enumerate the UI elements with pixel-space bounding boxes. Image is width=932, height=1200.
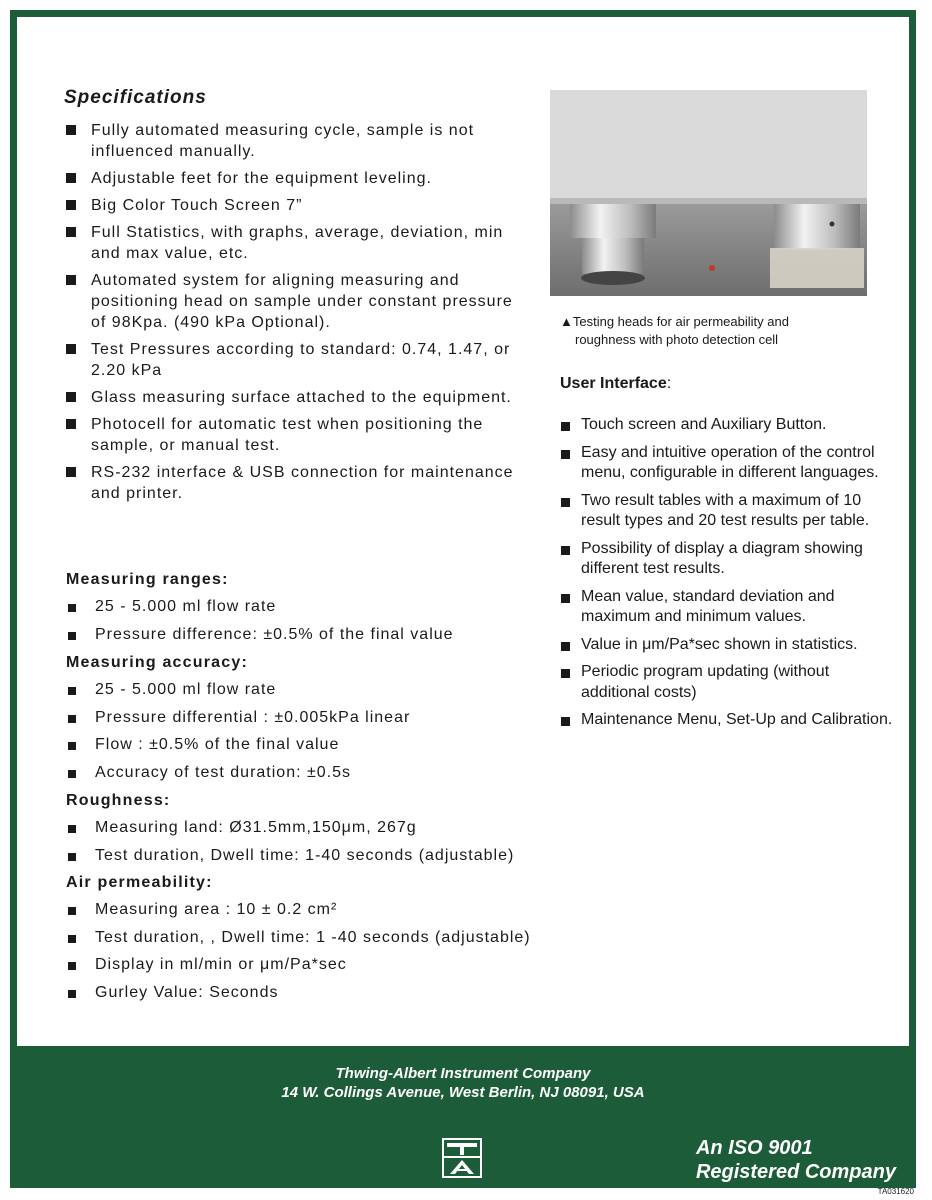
square-bullet-icon [66, 344, 76, 354]
square-bullet-icon [68, 990, 76, 998]
list-item: RS-232 interface & USB connection for maintenance and printer. [64, 462, 524, 504]
air-permeability-section [66, 869, 606, 1006]
section-heading: Roughness: [66, 792, 171, 809]
list-item: Easy and intuitive operation of the control menu, configurable in different languages. [560, 443, 900, 484]
list-item: Test Pressures according to standard: 0.74, 1.47, or 2.20 kPa [64, 339, 524, 381]
list-item: Automated system for aligning measuring and positioning head on sample under constant pressure of 98Kpa. (490 kPa Optional). [64, 270, 524, 333]
square-bullet-icon [66, 392, 76, 402]
square-bullet-icon [68, 715, 76, 723]
list-item: Full Statistics, with graphs, average, deviation, min and max value, etc. [64, 222, 524, 264]
list-item: Value in μm/Pa*sec shown in statistics. [560, 635, 900, 656]
list-item: Display in ml/min or μm/Pa*sec [66, 951, 606, 979]
square-bullet-icon [68, 742, 76, 750]
document-code: TA031620 [877, 1187, 914, 1196]
photo-caption: ▲Testing heads for air permeability and roughness with photo detection cell [560, 314, 789, 347]
company-name: Thwing-Albert Instrument Company [335, 1065, 591, 1082]
list-item: Test duration, , Dwell time: 1 -40 seconds (adjustable) [66, 924, 606, 952]
list-item: 25 - 5.000 ml flow rate [66, 593, 606, 621]
square-bullet-icon [68, 853, 76, 861]
square-bullet-icon [561, 546, 570, 555]
square-bullet-icon [561, 642, 570, 651]
list-item: Mean value, standard deviation and maximum and minimum values. [560, 587, 900, 628]
square-bullet-icon [561, 422, 570, 431]
specifications-title: Specifications [64, 87, 207, 108]
list-item: Glass measuring surface attached to the equipment. [64, 387, 524, 408]
iso-badge: An ISO 9001 Registered Company [695, 1137, 896, 1183]
list-item: Gurley Value: Seconds [66, 979, 606, 1007]
list-item: Measuring land: Ø31.5mm,150μm, 267g [66, 814, 606, 842]
company-info [10, 1064, 916, 1102]
square-bullet-icon [68, 770, 76, 778]
roughness-section [66, 787, 606, 869]
measuring-accuracy-section [66, 649, 606, 786]
square-bullet-icon [66, 275, 76, 285]
square-bullet-icon [66, 173, 76, 183]
section-heading: Measuring accuracy: [66, 654, 248, 671]
list-item: Measuring area : 10 ± 0.2 cm² [66, 896, 606, 924]
company-address: 14 W. Collings Avenue, West Berlin, NJ 08091, USA [281, 1084, 645, 1101]
square-bullet-icon [561, 450, 570, 459]
square-bullet-icon [68, 962, 76, 970]
list-item: Pressure differential : ±0.005kPa linear [66, 704, 606, 732]
square-bullet-icon [68, 907, 76, 915]
square-bullet-icon [66, 419, 76, 429]
user-interface-title: User Interface: [560, 375, 672, 392]
list-item: Adjustable feet for the equipment leveling. [64, 168, 524, 189]
section-heading: Measuring ranges: [66, 571, 229, 588]
company-logo [442, 1138, 482, 1178]
square-bullet-icon [68, 604, 76, 612]
square-bullet-icon [561, 717, 570, 726]
measuring-ranges-section [66, 566, 606, 648]
ta-logo-icon [444, 1140, 480, 1176]
footer [10, 1046, 916, 1188]
list-item: Fully automated measuring cycle, sample is not influenced manually. [64, 120, 524, 162]
list-item: Test duration, Dwell time: 1-40 seconds (adjustable) [66, 842, 606, 870]
section-heading: Air permeability: [66, 874, 213, 891]
square-bullet-icon [68, 935, 76, 943]
list-item: Accuracy of test duration: ±0.5s [66, 759, 606, 787]
list-item: Periodic program updating (without additional costs) [560, 662, 900, 703]
testing-heads-photo [550, 90, 867, 296]
list-item: Touch screen and Auxiliary Button. [560, 415, 900, 436]
list-item: Big Color Touch Screen 7” [64, 195, 524, 216]
square-bullet-icon [68, 825, 76, 833]
list-item: Flow : ±0.5% of the final value [66, 731, 606, 759]
specifications-list [64, 120, 524, 510]
square-bullet-icon [66, 200, 76, 210]
square-bullet-icon [561, 594, 570, 603]
testing-heads-illustration [550, 90, 867, 296]
square-bullet-icon [66, 125, 76, 135]
list-item: Photocell for automatic test when positioning the sample, or manual test. [64, 414, 524, 456]
square-bullet-icon [68, 632, 76, 640]
square-bullet-icon [66, 227, 76, 237]
list-item: Maintenance Menu, Set-Up and Calibration. [560, 710, 900, 731]
square-bullet-icon [68, 687, 76, 695]
square-bullet-icon [561, 498, 570, 507]
list-item: 25 - 5.000 ml flow rate [66, 676, 606, 704]
list-item: Pressure difference: ±0.5% of the final value [66, 621, 606, 649]
user-interface-list [560, 415, 900, 738]
list-item: Two result tables with a maximum of 10 result types and 20 test results per table. [560, 491, 900, 532]
list-item: Possibility of display a diagram showing different test results. [560, 539, 900, 580]
square-bullet-icon [561, 669, 570, 678]
square-bullet-icon [66, 467, 76, 477]
